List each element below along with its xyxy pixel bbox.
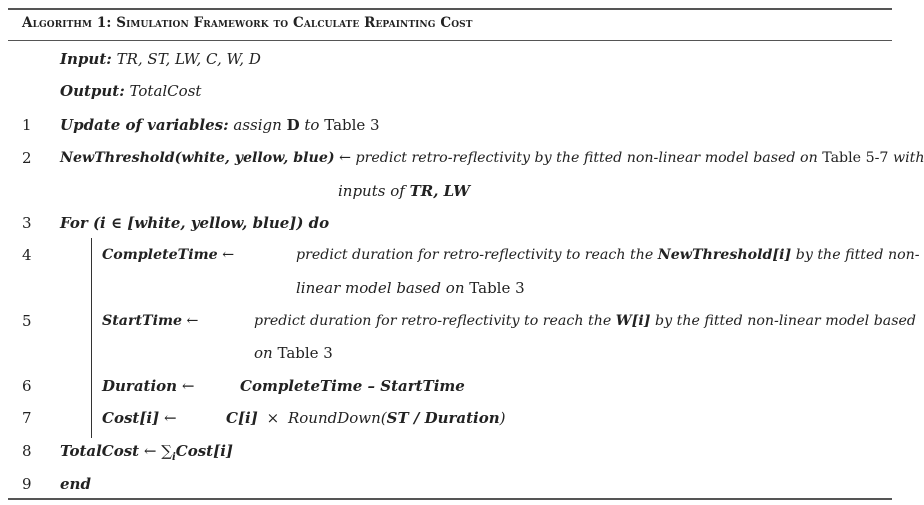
algorithm-title: Algorithm 1: Simulation Framework to Calculate Repainting Cost xyxy=(22,15,473,31)
sum-index: i xyxy=(171,452,176,463)
line-4 xyxy=(102,246,234,264)
line-number: 7 xyxy=(22,409,32,427)
sum-symbol: ∑ xyxy=(161,442,172,460)
line-5-cont-text: on xyxy=(254,344,273,362)
line-number: 4 xyxy=(22,246,32,264)
line-number: 8 xyxy=(22,442,32,460)
line-5-bold: W[i] xyxy=(615,313,651,329)
assign-arrow: ← xyxy=(181,377,195,395)
line-7-expression xyxy=(226,409,506,427)
line-8 xyxy=(60,442,233,467)
line-number: 6 xyxy=(22,377,32,395)
line-5-table-ref: Table 3 xyxy=(277,344,333,362)
line-1-text2: to xyxy=(304,116,320,134)
line-2-continuation xyxy=(338,182,470,200)
line-4-body xyxy=(296,246,920,264)
assign-arrow: ← xyxy=(222,247,235,263)
line-number: 2 xyxy=(22,149,32,167)
line-7 xyxy=(102,409,177,427)
line-8-label: TotalCost xyxy=(60,442,140,460)
line-number: 5 xyxy=(22,312,32,330)
line-4-text: predict duration for retro-reflectivity to reach the xyxy=(296,247,654,263)
line-4-cont-text: linear model based on xyxy=(296,279,465,297)
line-4-table-ref: Table 3 xyxy=(469,279,525,297)
line-5-continuation xyxy=(254,344,333,362)
line-2-text2: with xyxy=(892,150,924,166)
output-value: TotalCost xyxy=(129,82,202,100)
assign-arrow: ← xyxy=(339,150,351,166)
line-5-label: StartTime xyxy=(102,313,183,329)
line-3: For (i ∈ [white, yellow, blue]) do xyxy=(60,214,330,232)
line-2-table-ref: Table 5-7 xyxy=(822,150,889,166)
rounddown-arg: ST / Duration xyxy=(386,409,500,427)
line-2-label: NewThreshold(white, yellow, blue) xyxy=(60,150,335,166)
line-5-text: predict duration for retro-reflectivity to reach the xyxy=(254,313,612,329)
line-1 xyxy=(60,116,380,134)
line-number: 3 xyxy=(22,214,32,232)
output-label: Output: xyxy=(60,82,125,100)
times-symbol: × xyxy=(266,409,280,427)
rounddown-func: RoundDown( xyxy=(287,409,387,427)
line-2 xyxy=(60,149,924,167)
title-rule xyxy=(8,40,892,41)
assign-arrow: ← xyxy=(143,442,157,460)
bottom-rule xyxy=(8,498,892,500)
line-4-text2: by the fitted non- xyxy=(795,247,920,263)
assign-arrow: ← xyxy=(164,409,177,427)
line-5-body xyxy=(254,312,916,330)
line-1-table-ref: Table 3 xyxy=(324,116,380,134)
top-rule xyxy=(8,8,892,10)
line-2-cont-bold: TR, LW xyxy=(409,182,471,200)
cost-coefficient: C[i] xyxy=(226,409,258,427)
line-6 xyxy=(102,377,194,395)
line-4-continuation xyxy=(296,279,525,297)
line-6-label: Duration xyxy=(102,377,178,395)
input-line xyxy=(60,50,261,68)
line-4-bold: NewThreshold[i] xyxy=(657,247,792,263)
sum-term: Cost xyxy=(175,442,214,460)
line-2-cont-text: inputs of xyxy=(338,182,405,200)
assign-arrow: ← xyxy=(186,313,199,329)
line-1-bold: D xyxy=(286,116,300,134)
line-5 xyxy=(102,312,198,330)
line-number: 9 xyxy=(22,475,32,493)
loop-body-bar xyxy=(91,238,92,438)
rounddown-close: ) xyxy=(499,409,506,427)
line-number: 1 xyxy=(22,116,32,134)
line-4-label: CompleteTime xyxy=(102,247,218,263)
line-7-label: Cost[i] xyxy=(102,409,160,427)
line-9: end xyxy=(60,475,91,493)
output-line xyxy=(60,82,201,100)
line-1-text: assign xyxy=(233,116,282,134)
sum-term-index: [i] xyxy=(213,442,234,460)
line-2-text: predict retro-reflectivity by the fitted non-linear model based on xyxy=(355,150,818,166)
line-6-expression: CompleteTime – StartTime xyxy=(240,377,465,395)
input-value: TR, ST, LW, C, W, D xyxy=(116,50,261,68)
line-1-label: Update of variables: xyxy=(60,116,229,134)
input-label: Input: xyxy=(60,50,112,68)
line-5-text2: by the fitted non-linear model based xyxy=(655,313,917,329)
